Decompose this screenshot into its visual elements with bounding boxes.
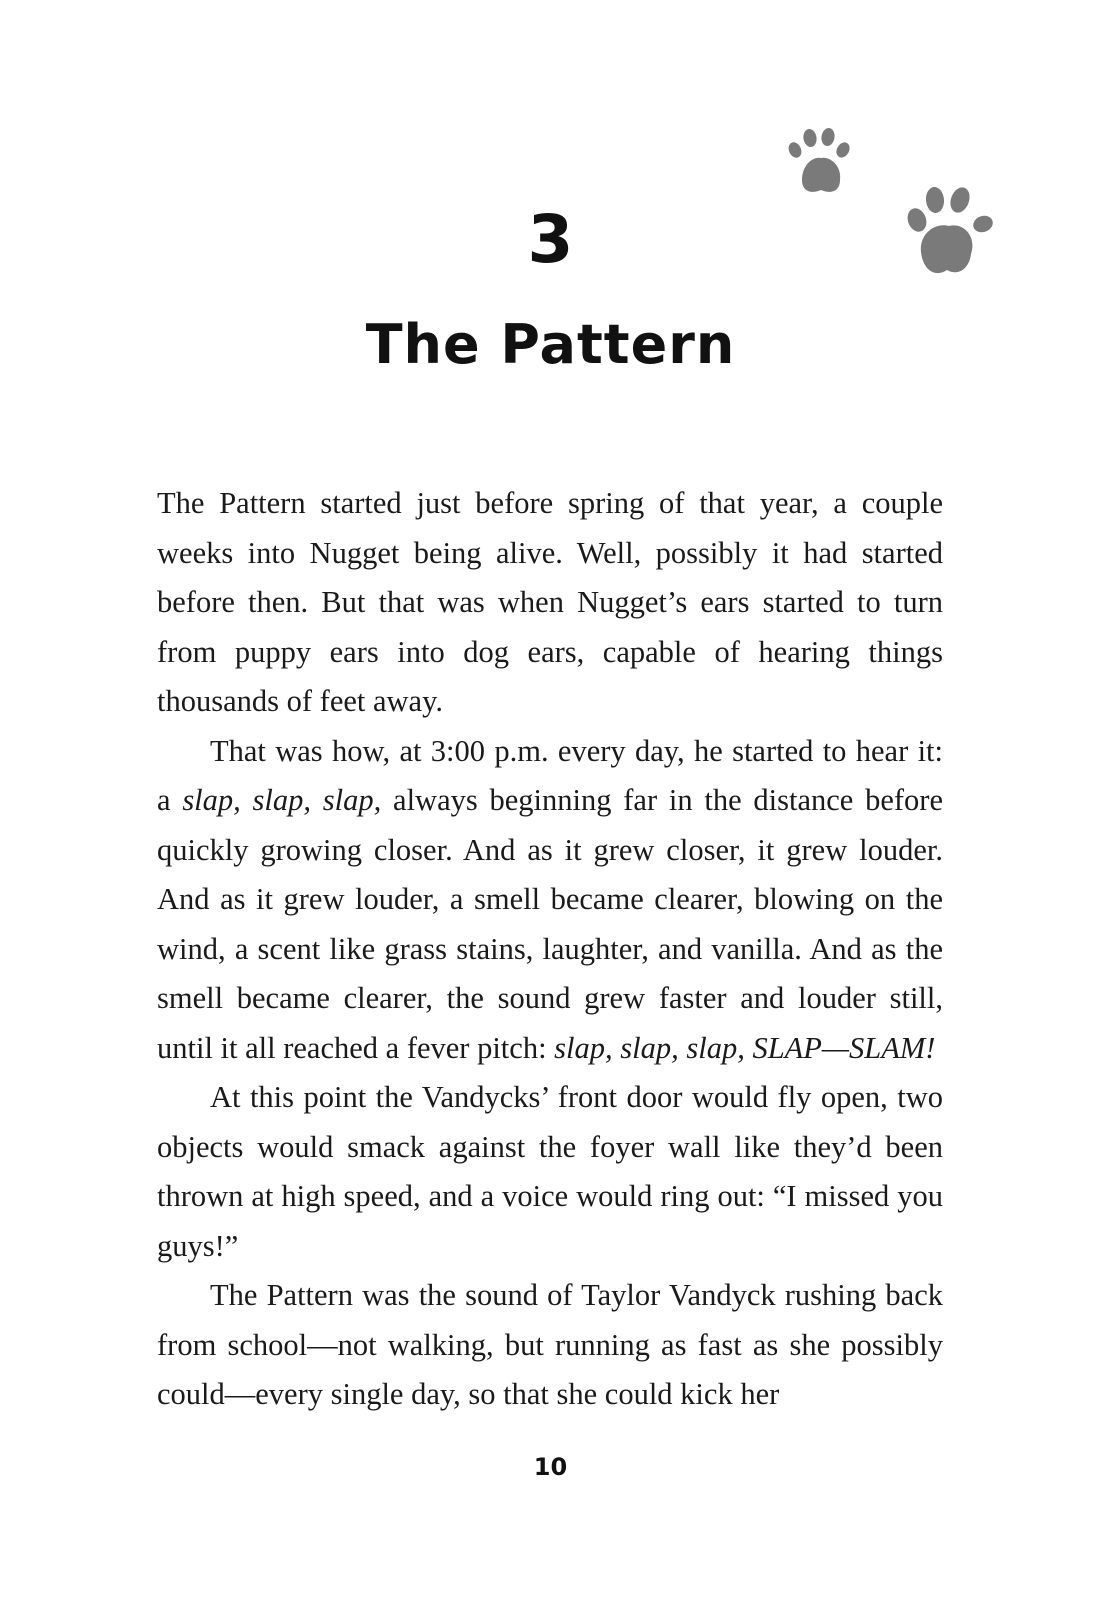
paragraph-text: The Pattern was the sound of Taylor Vandyck rushing back from school—not walking, but running as fast as she possibly could—every single day, so that she could kick her [157, 1278, 943, 1411]
paragraph-text: always beginning far in the distance before quickly growing closer. And as it grew closer, it grew louder. And as it grew louder, a smell became clearer, blowing on the wind, a scent like grass stains, laughter, and vanilla. And as the smell became clearer, the sound grew faster and louder still, until it all reached a fever pitch: [157, 783, 943, 1065]
chapter-number: 3 [527, 201, 574, 278]
paragraph-text: That was how, at 3:00 p.m. every day, he started to hear it: a [157, 733, 943, 817]
italic-sound-effect: slap, slap, slap, SLAP—SLAM! [554, 1030, 936, 1065]
chapter-title: The Pattern [365, 313, 736, 376]
paragraph [157, 727, 943, 1074]
page-number: 10 [533, 1453, 568, 1481]
paragraph [157, 479, 943, 727]
paragraph [157, 1073, 943, 1271]
italic-sound-effect: slap, slap, slap, [182, 783, 382, 817]
chapter-body-text [157, 479, 943, 1420]
paragraph-text: At this point the Vandycks’ front door would fly open, two objects would smack against the foyer wall like they’d been thrown at high speed, and a voice would ring out: “I missed you guys!” [157, 1080, 943, 1263]
paw-print-icon [788, 128, 854, 198]
paragraph [157, 1271, 943, 1420]
paragraph-text: The Pattern started just before spring of that year, a couple weeks into Nugget being alive. Well, possibly it had started before then. But that was when Nugget’s ears started to turn from puppy ears into dog ears, capable of hearing things thousands of feet away. [157, 486, 943, 718]
